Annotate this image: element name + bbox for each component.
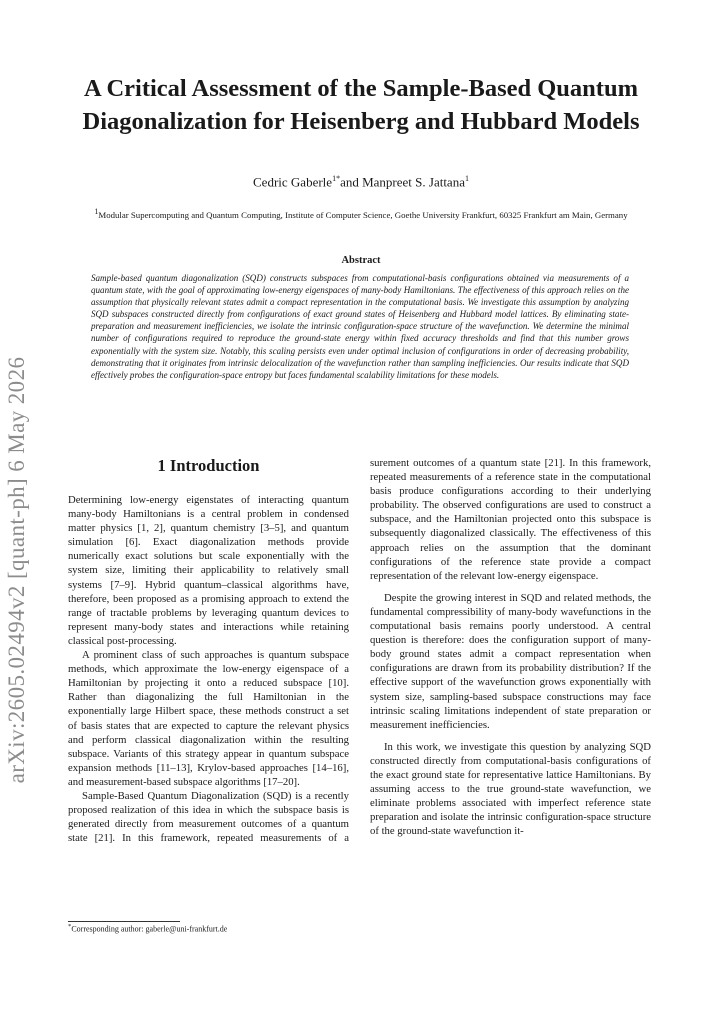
- footnote-text: Corresponding author: gaberle@uni-frankfurt.de: [71, 924, 228, 934]
- paragraph: A prominent class of such approaches is quantum subspace methods, which approximate the low-energy eigenspace of a Hamiltonian by projecting it onto a reduced subspace [10]. Rather than diagonalizing the full Hamiltonian in the exponentially large Hilbert space, these methods construct a set of basis states that are expected to capture the relevant physics and perform classical diagonalization within the resulting subspace. Variants of this strategy appear in quantum subspace expansion methods [11–13], Krylov-based approaches [14–16], and measurement-based subspace algorithms [17–20].: [68, 649, 349, 788]
- paragraph: Determining low-energy eigenstates of interacting quantum many-body Hamiltonians is a central problem in condensed matter physics [1, 2], quantum chemistry [3–5], and quantum simulation [6]. Exact diagonalization methods provide numerically exact solutions but scale exponentially with the system size, limiting their applicability to relatively small systems [7–9]. Hybrid quantum–classical algorithms have, therefore, been proposed as a promising approach to extend the range of tractable problems by leveraging quantum devices to represent many-body states and interactions while retaining classical post-processing.: [68, 494, 349, 647]
- paragraph-continued: surement outcomes of a quantum state [21]. In this framework, repeated measurements of a reference state in the computational basis produce configurations according to their underlying probability. The observed configurations are used to construct a subspace, and the Hamiltonian projected onto this subspace is subsequently diagonalized classically. The effectiveness of this approach relies on the assumption that the dominant configurations of the reference state provide a compact representation of the relevant low-energy eigenspace.: [370, 457, 651, 582]
- footnote-rule: [68, 921, 180, 922]
- affiliation-mark: 1: [94, 207, 99, 216]
- author-line: [70, 174, 652, 190]
- footnote-mark: *: [68, 923, 72, 930]
- section-heading: 1 Introduction: [157, 456, 260, 475]
- affiliation-text: Modular Supercomputing and Quantum Computing, Institute of Computer Science, Goethe University Frankfurt, 60325 Frankfurt am Main, Germany: [98, 209, 628, 220]
- paper-title: A Critical Assessment of the Sample-Based Quantum Diagonalization for Heisenberg and Hubbard Models: [82, 75, 640, 135]
- left-column: [68, 456, 349, 845]
- right-column: [370, 456, 651, 838]
- author-affiliation-mark: 1: [464, 174, 469, 183]
- author-name: Manpreet S. Jattana: [362, 174, 465, 190]
- paragraph: Sample-Based Quantum Diagonalization (SQD) is a recently proposed realization of this idea in which the subspace basis is generated directly from measurement outcomes of a quantum state [21]. In this framework, repeated measurements of a: [68, 789, 349, 845]
- abstract-heading: Abstract: [341, 255, 381, 266]
- paragraph: In this work, we investigate this question by analyzing SQD constructed directly from computational-basis configurations of the exact ground state for representative lattice Hamiltonians. By assuming access to the true ground-state wavefunction, we eliminate problems associated with imperfect reference state preparation and isolate the intrinsic configuration-space structure of the ground-state wavefunction it-: [370, 740, 651, 838]
- arxiv-identifier: arXiv:2605.02494v2 [quant-ph] 6 May 2026: [4, 356, 29, 784]
- abstract-body: Sample-based quantum diagonalization (SQD) constructs subspaces from computational-basis configurations obtained via measurements of a quantum state, with the goal of approximating low-energy eigenspaces of many-body Hamiltonians. The effectiveness of this approach relies on the assumption that physically relevant states admit a compact representation in the computational basis. We investigate this assumption by analyzing SQD subspaces constructed directly from configurations of exact ground states of Heisenberg and Hubbard model lattices. By eliminating state-preparation and measurement inefficiencies, we isolate the intrinsic configuration-space structure of the wavefunction. We determine the minimal number of configurations required to reproduce the ground-state energy within fixed accuracy thresholds and find that this number grows exponentially with the system size. Notably, this scaling persists even under optimal inclusion of configurations in order of decreasing probability, demonstrating that it originates from intrinsic delocalization of the wavefunction rather than sampling inefficiencies. Our results indicate that SQD effectively probes the configuration-space entropy but faces fundamental scalability limitations for these models.: [91, 273, 629, 380]
- footnote: [68, 923, 227, 934]
- author-name: Cedric Gaberle: [253, 174, 333, 190]
- paragraph: Despite the growing interest in SQD and related methods, the fundamental compressibility of many-body wavefunctions in the computational basis remains poorly understood. A central question is therefore: does the configuration support of many-body ground states admit a compact representation when configurations are drawn from its probability distribution? If the effective support of the wavefunction grows exponentially with system size, sampling-based subspace constructions may face intrinsic scaling limitations independent of state preparation or measurement inefficiencies.: [370, 591, 651, 731]
- author-conjunction: and: [340, 174, 363, 190]
- affiliation: [70, 206, 652, 221]
- author-affiliation-mark: 1*: [332, 174, 341, 183]
